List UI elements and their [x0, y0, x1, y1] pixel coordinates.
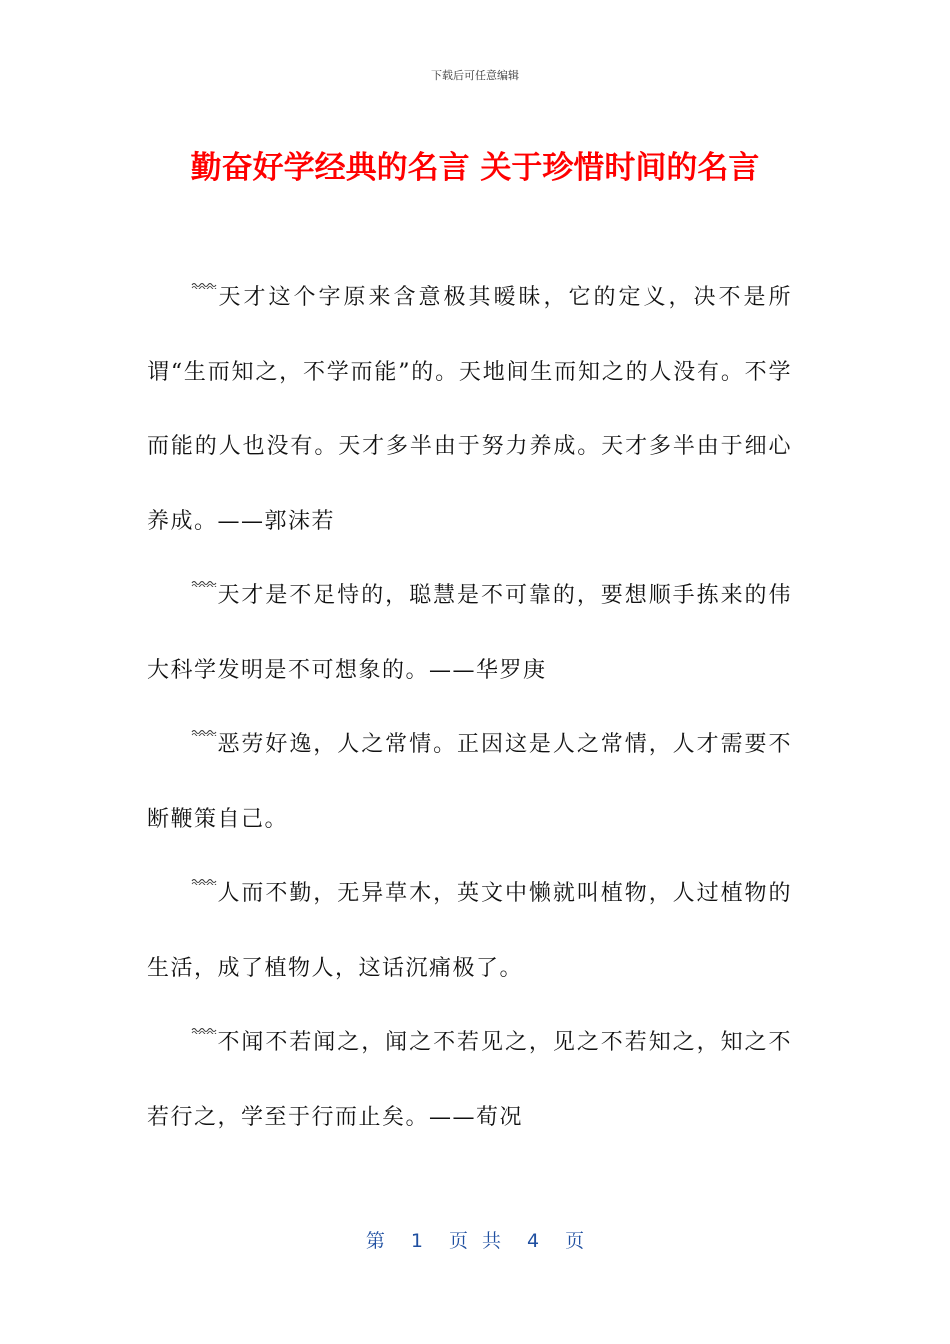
- wavy-mark-icon: [191, 728, 217, 738]
- document-title: 勤奋好学经典的名言 关于珍惜时间的名言: [190, 150, 760, 186]
- wavy-mark-icon: [191, 1026, 217, 1036]
- footer-current-page: 1: [410, 1230, 423, 1252]
- page-footer: [0, 1226, 950, 1253]
- quote-text: 天才是不足恃的，聪慧是不可靠的，要想顺手拣来的伟大科学发明是不可想象的。——华罗庚: [147, 583, 792, 683]
- document-body: [147, 261, 792, 1155]
- quote-paragraph: [147, 261, 792, 559]
- quote-text: 恶劳好逸，人之常情。正因这是人之常情，人才需要不断鞭策自己。: [147, 732, 792, 832]
- wavy-mark-icon: [191, 877, 217, 887]
- quote-paragraph: [147, 708, 792, 857]
- quote-paragraph: [147, 1006, 792, 1155]
- quote-paragraph: [147, 559, 792, 708]
- quote-text: 不闻不若闻之，闻之不若见之，见之不若知之，知之不若行之，学至于行而止矣。——荀况: [147, 1030, 792, 1130]
- quote-text: 人而不勤，无异草木，英文中懒就叫植物，人过植物的生活，成了植物人，这话沉痛极了。: [147, 881, 792, 981]
- footer-page-label: 第: [365, 1230, 385, 1252]
- quote-text: 天才这个字原来含意极其暧昧，它的定义，决不是所谓“生而知之，不学而能”的。天地间生而知之的人没有。不学而能的人也没有。天才多半由于努力养成。天才多半由于细心养成。——郭沫若: [147, 285, 792, 534]
- wavy-mark-icon: [191, 281, 217, 291]
- quote-paragraph: [147, 857, 792, 1006]
- wavy-mark-icon: [191, 579, 217, 589]
- footer-total-label: 共: [482, 1230, 502, 1252]
- footer-page-suffix: 页: [448, 1230, 468, 1252]
- footer-total-pages: 4: [527, 1230, 540, 1252]
- footer-total-suffix: 页: [565, 1230, 585, 1252]
- header-note: 下载后可任意编辑: [431, 69, 519, 82]
